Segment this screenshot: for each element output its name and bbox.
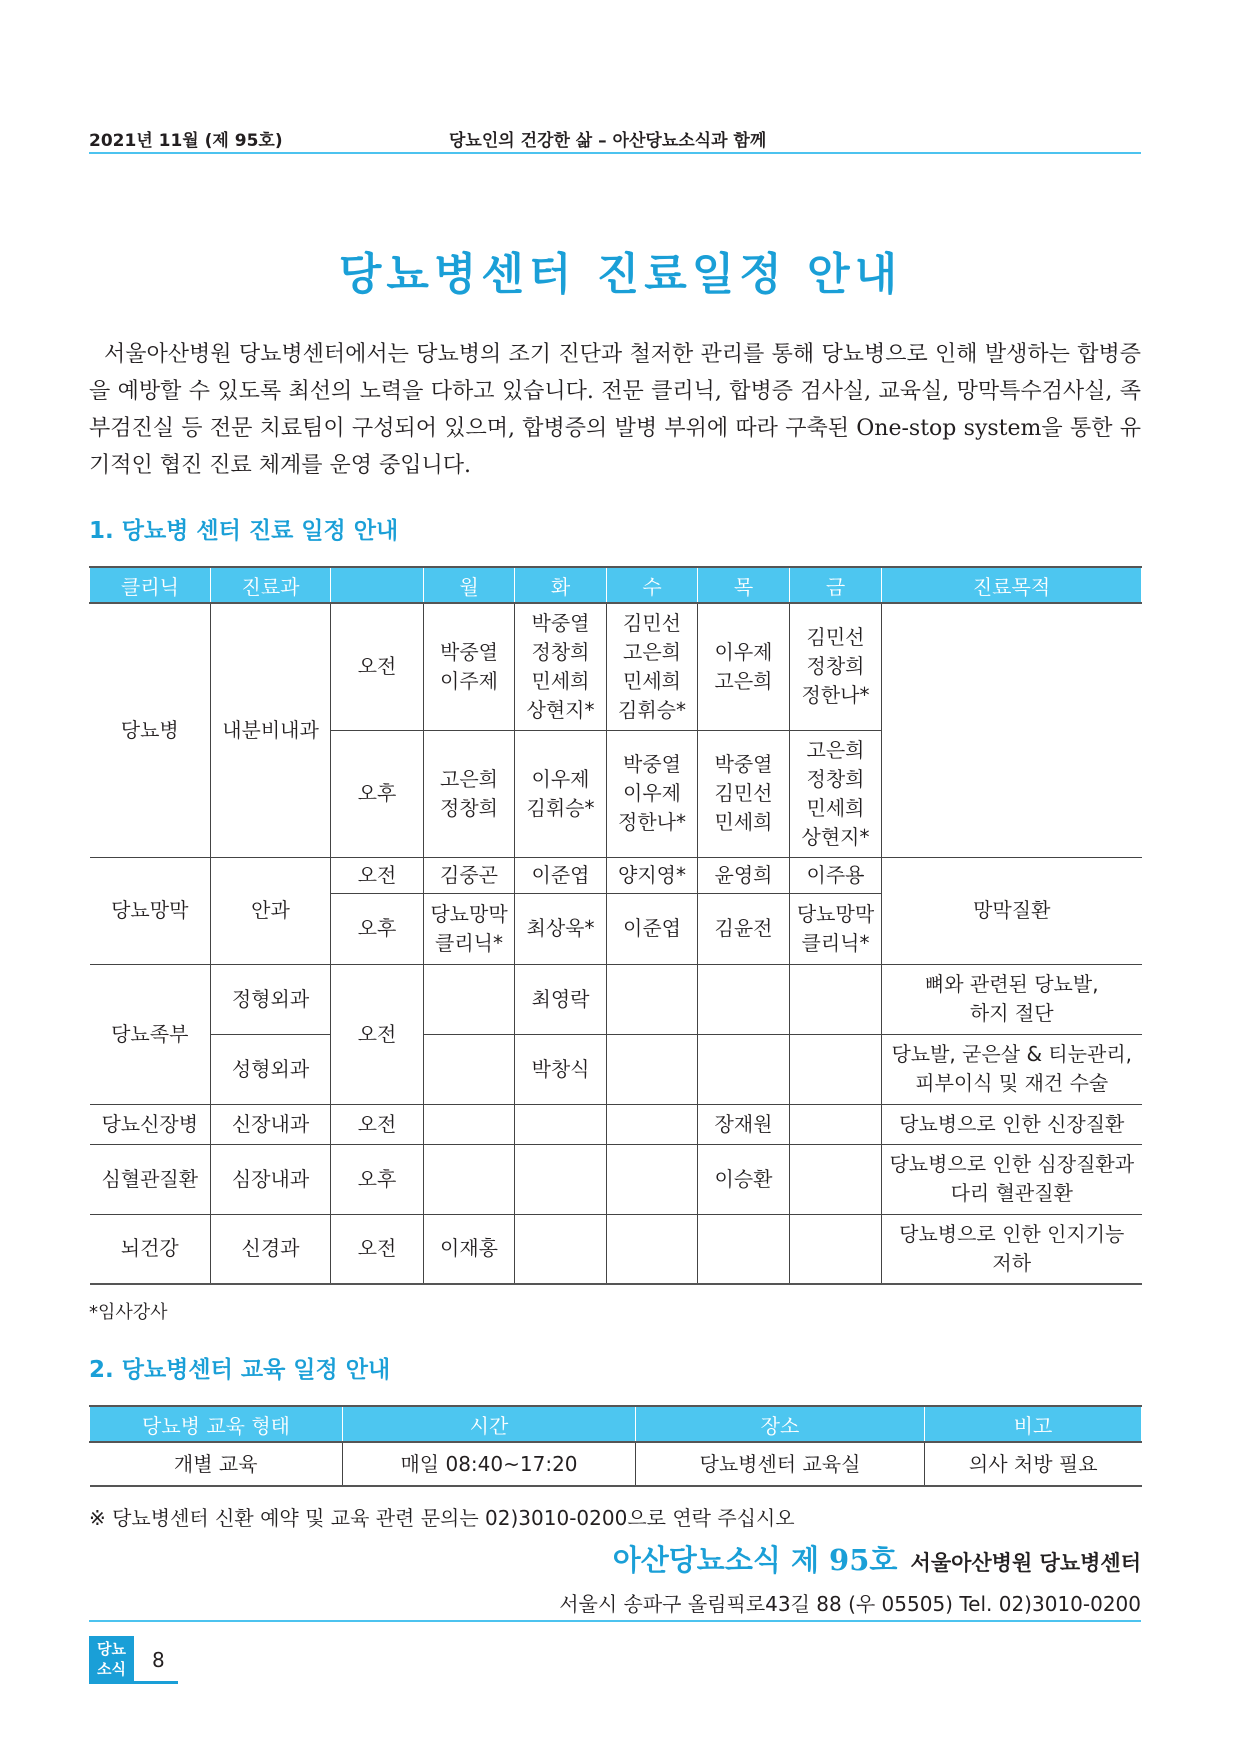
header-edu-note: 비고 xyxy=(925,1406,1142,1442)
badge-line-1: 당뇨 xyxy=(97,1640,126,1658)
education-table xyxy=(89,1405,1142,1487)
doctor-cell xyxy=(790,1104,882,1144)
time-cell: 오후 xyxy=(331,1144,424,1214)
table-row xyxy=(90,1442,1142,1486)
doctor-cell: 이준엽 xyxy=(515,857,607,893)
doctor-cell: 윤영희 xyxy=(698,857,790,893)
table-row xyxy=(90,964,1142,1034)
dept-cell: 성형외과 xyxy=(211,1034,331,1104)
doctor-cell xyxy=(607,1144,698,1214)
purpose-cell: 당뇨병으로 인한 신장질환 xyxy=(882,1104,1142,1144)
doctor-cell xyxy=(515,1144,607,1214)
edu-type-cell: 개별 교육 xyxy=(90,1442,343,1486)
header-wed: 수 xyxy=(607,567,698,603)
doctor-cell: 박중열 김민선 민세희 xyxy=(698,730,790,857)
address: 서울시 송파구 올림픽로43길 88 (우 05505) Tel. 02)3010-0200 xyxy=(559,1592,1141,1616)
page-number: 8 xyxy=(152,1648,165,1672)
table-row xyxy=(90,1214,1142,1284)
doctor-cell xyxy=(607,964,698,1034)
purpose-cell: 당뇨발, 굳은살 & 티눈관리, 피부이식 및 재건 수술 xyxy=(882,1034,1142,1104)
masthead xyxy=(613,1538,1141,1579)
doctor-cell: 이재홍 xyxy=(424,1214,515,1284)
doctor-cell: 장재원 xyxy=(698,1104,790,1144)
footnote: *임사강사 xyxy=(89,1302,168,1323)
schedule-table xyxy=(89,566,1142,1285)
issue-date: 2021년 11월 (제 95호) xyxy=(89,131,283,151)
clinic-cell: 뇌건강 xyxy=(90,1214,211,1284)
footer-divider xyxy=(89,1620,1141,1622)
table-row xyxy=(90,603,1142,730)
doctor-cell: 이우제 고은희 xyxy=(698,603,790,730)
page-header xyxy=(89,126,1141,154)
doctor-cell: 이주용 xyxy=(790,857,882,893)
page-title: 당뇨병센터 진료일정 안내 xyxy=(338,249,903,300)
time-cell: 오후 xyxy=(331,730,424,857)
footer-logo-badge xyxy=(89,1636,134,1684)
time-cell: 오전 xyxy=(331,1104,424,1144)
doctor-cell: 이우제 김휘승* xyxy=(515,730,607,857)
doctor-cell: 당뇨망막 클리닉* xyxy=(424,893,515,964)
clinic-cell: 당뇨병 xyxy=(90,603,211,857)
badge-line-2: 소식 xyxy=(97,1660,126,1678)
doctor-cell xyxy=(698,1034,790,1104)
clinic-cell: 당뇨신장병 xyxy=(90,1104,211,1144)
doctor-cell xyxy=(698,964,790,1034)
doctor-cell: 박중열 정창희 민세희 상현지* xyxy=(515,603,607,730)
dept-cell: 신장내과 xyxy=(211,1104,331,1144)
dept-cell: 신경과 xyxy=(211,1214,331,1284)
doctor-cell xyxy=(607,1104,698,1144)
dept-cell: 안과 xyxy=(211,857,331,964)
purpose-cell: 당뇨병으로 인한 인지기능 저하 xyxy=(882,1214,1142,1284)
time-cell: 오전 xyxy=(331,857,424,893)
table-row xyxy=(90,857,1142,893)
section2-heading: 2. 당뇨병센터 교육 일정 안내 xyxy=(89,1357,391,1383)
time-cell: 오전 xyxy=(331,964,424,1104)
doctor-cell: 박중열 이주제 xyxy=(424,603,515,730)
clinic-cell: 당뇨족부 xyxy=(90,964,211,1104)
section1-heading: 1. 당뇨병 센터 진료 일정 안내 xyxy=(89,518,399,544)
doctor-cell xyxy=(790,964,882,1034)
contact-note: ※ 당뇨병센터 신환 예약 및 교육 관련 문의는 02)3010-0200으로 연락 주십시오 xyxy=(89,1506,795,1530)
doctor-cell: 이승환 xyxy=(698,1144,790,1214)
header-thu: 목 xyxy=(698,567,790,603)
header-tue: 화 xyxy=(515,567,607,603)
doctor-cell: 박중열 이우제 정한나* xyxy=(607,730,698,857)
doctor-cell: 김윤전 xyxy=(698,893,790,964)
doctor-cell: 김민선 고은희 민세희 김휘승* xyxy=(607,603,698,730)
education-header-row xyxy=(90,1406,1142,1442)
organization-name: 서울아산병원 당뇨병센터 xyxy=(910,1551,1141,1575)
doctor-cell: 당뇨망막 클리닉* xyxy=(790,893,882,964)
time-cell: 오전 xyxy=(331,1214,424,1284)
doctor-cell xyxy=(790,1144,882,1214)
header-edu-type: 당뇨병 교육 형태 xyxy=(90,1406,343,1442)
doctor-cell xyxy=(515,1214,607,1284)
dept-cell: 내분비내과 xyxy=(211,603,331,857)
doctor-cell xyxy=(424,1034,515,1104)
doctor-cell: 최상욱* xyxy=(515,893,607,964)
doctor-cell xyxy=(607,1214,698,1284)
footer-accent-line xyxy=(134,1681,178,1684)
doctor-cell xyxy=(515,1104,607,1144)
edu-place-cell: 당뇨병센터 교육실 xyxy=(636,1442,925,1486)
magazine-name: 아산당뇨소식 제 95호 xyxy=(612,1543,898,1577)
dept-cell: 정형외과 xyxy=(211,964,331,1034)
doctor-cell xyxy=(790,1034,882,1104)
doctor-cell: 양지영* xyxy=(607,857,698,893)
purpose-cell: 뼈와 관련된 당뇨발, 하지 절단 xyxy=(882,964,1142,1034)
edu-time-cell: 매일 08:40~17:20 xyxy=(343,1442,636,1486)
doctor-cell xyxy=(424,1104,515,1144)
doctor-cell: 박창식 xyxy=(515,1034,607,1104)
purpose-cell: 당뇨병으로 인한 심장질환과 다리 혈관질환 xyxy=(882,1144,1142,1214)
header-mon: 월 xyxy=(424,567,515,603)
doctor-cell: 최영락 xyxy=(515,964,607,1034)
purpose-cell: 망막질환 xyxy=(882,857,1142,964)
time-cell: 오전 xyxy=(331,603,424,730)
table-row xyxy=(90,1144,1142,1214)
header-fri: 금 xyxy=(790,567,882,603)
header-purpose: 진료목적 xyxy=(882,567,1142,603)
clinic-cell: 당뇨망막 xyxy=(90,857,211,964)
doctor-cell: 고은희 정창희 민세희 상현지* xyxy=(790,730,882,857)
edu-note-cell: 의사 처방 필요 xyxy=(925,1442,1142,1486)
doctor-cell xyxy=(790,1214,882,1284)
doctor-cell xyxy=(424,1144,515,1214)
header-clinic: 클리닉 xyxy=(90,567,211,603)
header-tagline: 당뇨인의 건강한 삶 – 아산당뇨소식과 함께 xyxy=(449,131,767,151)
schedule-header-row xyxy=(90,567,1142,603)
header-dept: 진료과 xyxy=(211,567,331,603)
doctor-cell: 이준엽 xyxy=(607,893,698,964)
table-row xyxy=(90,1104,1142,1144)
intro-paragraph: 서울아산병원 당뇨병센터에서는 당뇨병의 조기 진단과 철저한 관리를 통해 당뇨병으로 인해 발생하는 합병증을 예방할 수 있도록 최선의 노력을 다하고 있습니다. 전문 클리닉, 합병증 검사실, 교육실, 망막특수검사실, 족부검진실 등 전문 치료팀이 구성되어 있으며, 합병증의 발병 부위에 따라 구축된 One-stop system을 통한 유기적인 협진 진료 체계를 운영 중입니다. xyxy=(89,342,1141,478)
clinic-cell: 심혈관질환 xyxy=(90,1144,211,1214)
table-row xyxy=(90,1034,1142,1104)
purpose-cell xyxy=(882,603,1142,857)
dept-cell: 심장내과 xyxy=(211,1144,331,1214)
header-time xyxy=(331,567,424,603)
doctor-cell xyxy=(698,1214,790,1284)
doctor-cell: 고은희 정창희 xyxy=(424,730,515,857)
header-edu-time: 시간 xyxy=(343,1406,636,1442)
doctor-cell xyxy=(424,964,515,1034)
doctor-cell: 김민선 정창희 정한나* xyxy=(790,603,882,730)
header-edu-place: 장소 xyxy=(636,1406,925,1442)
time-cell: 오후 xyxy=(331,893,424,964)
doctor-cell: 김중곤 xyxy=(424,857,515,893)
doctor-cell xyxy=(607,1034,698,1104)
